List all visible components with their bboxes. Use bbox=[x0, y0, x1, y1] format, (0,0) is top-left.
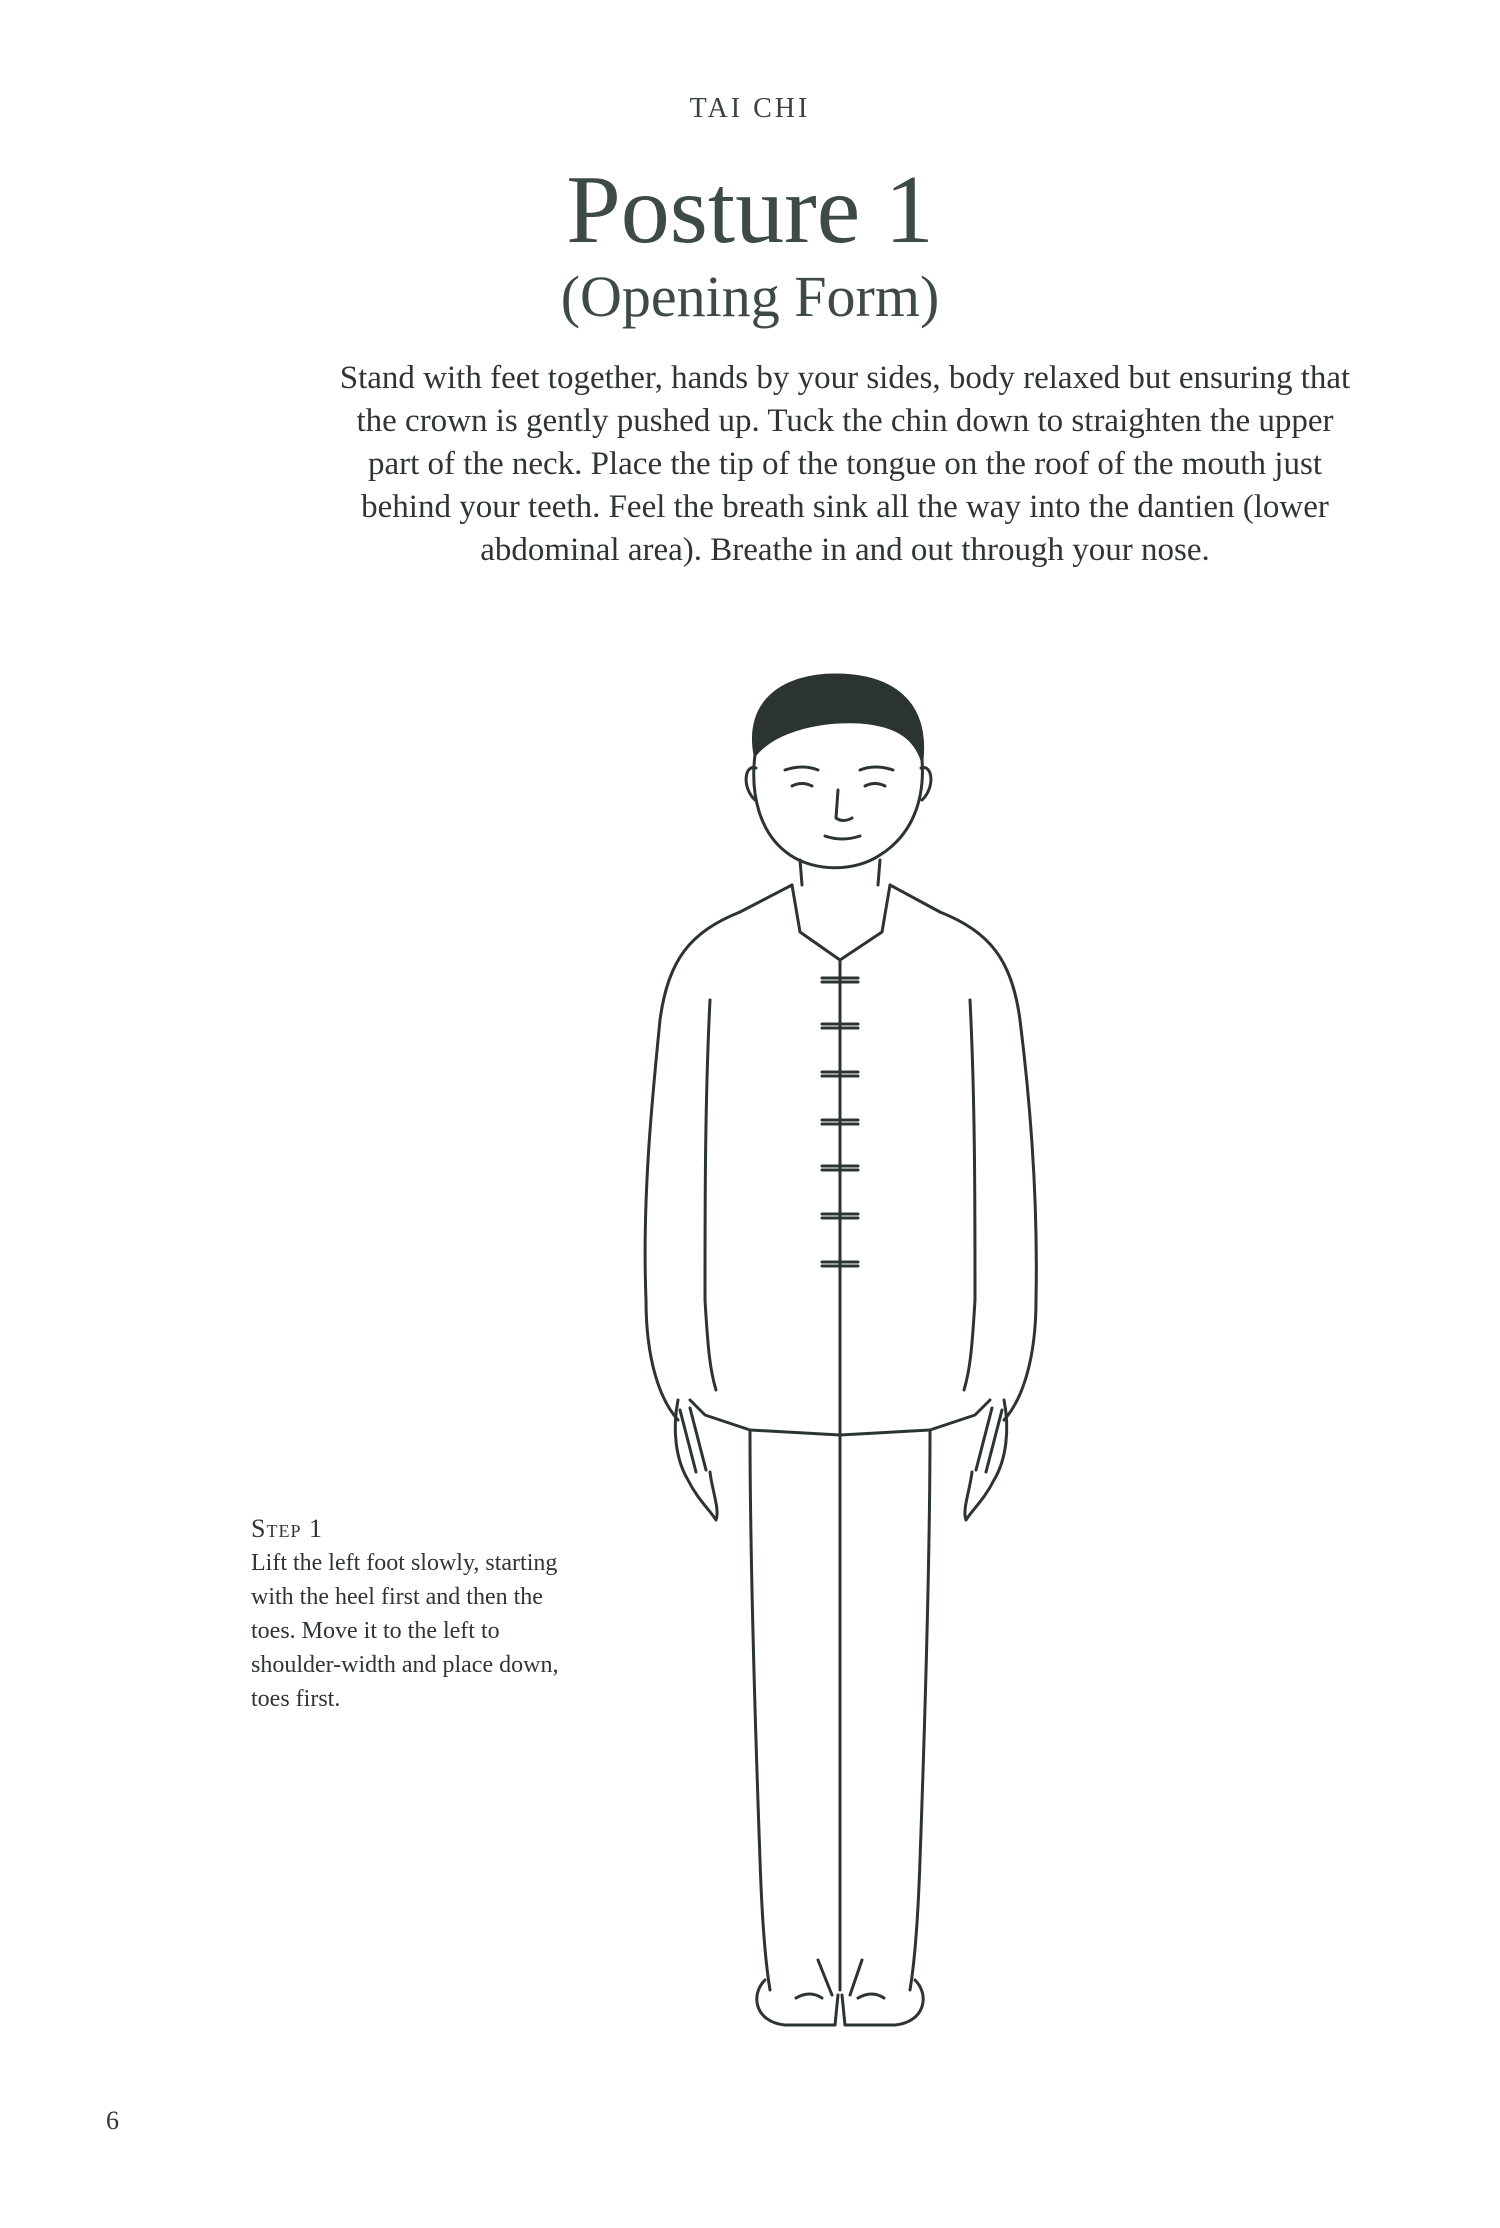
running-head: TAI CHI bbox=[689, 93, 811, 124]
tai-chi-figure-illustration bbox=[560, 660, 1120, 2040]
step-1-caption bbox=[251, 1512, 581, 1716]
step-text: Lift the left foot slowly, starting with the heel first and then the toes. Move it to the left to shoulder-width and place down, toes first. bbox=[251, 1550, 559, 1712]
page-number: 6 bbox=[106, 2106, 119, 2135]
page-title: Posture 1 bbox=[566, 156, 934, 264]
page-subtitle: (Opening Form) bbox=[560, 264, 940, 329]
step-label: Step 1 bbox=[251, 1514, 323, 1543]
intro-paragraph: Stand with feet together, hands by your sides, body relaxed but ensuring that the crown is gently pushed up. Tuck the chin down to straighten the upper part of the neck. Place the tip of the tongue on the roof of the mouth just behind your teeth. Feel the breath sink all the way into the dantien (lower abdominal area). Breathe in and out through your nose. bbox=[339, 360, 1351, 568]
